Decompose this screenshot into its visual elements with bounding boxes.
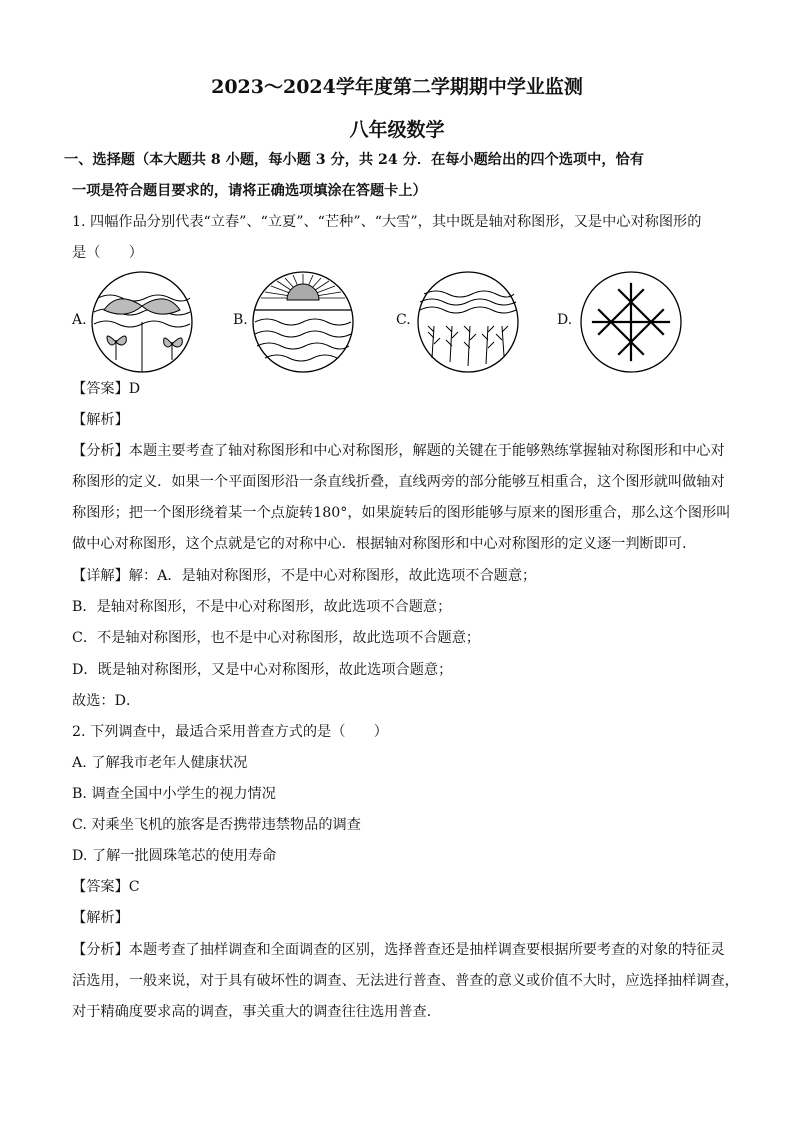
option-a-label: A.	[72, 312, 87, 328]
option-b-label: B.	[233, 312, 248, 328]
option-d-label: D.	[557, 312, 573, 328]
q1-detail-line2: B．是轴对称图形，不是中心对称图形，故此选项不合题意；	[72, 599, 452, 615]
summer-figure-image	[251, 270, 355, 374]
q2-jiexi: 【解析】	[72, 910, 129, 926]
section-heading-line1: 一、选择题（本大题共 8 小题，每小题 3 分，共 24 分．在每小题给出的四个选项中，恰有	[64, 152, 644, 168]
option-c-label: C.	[396, 312, 411, 328]
section-heading-line2: 一项是符合题目要求的，请将正确选项填涂在答题卡上）	[72, 183, 427, 199]
q1-jiexi: 【解析】	[72, 412, 129, 428]
grain-figure-image	[416, 270, 520, 374]
q1-detail-line4: D．既是轴对称图形，又是中心对称图形，故此选项合题意；	[72, 662, 453, 678]
q2-option-c: C. 对乘坐飞机的旅客是否携带违禁物品的调查	[72, 817, 361, 833]
q1-analysis-line2: 称图形的定义．如果一个平面图形沿一条直线折叠，直线两旁的部分能够互相重合，这个图形就叫做轴对	[72, 474, 725, 490]
q1-analysis-line1: 【分析】本题主要考查了轴对称图形和中心对称图形，解题的关键在于能够熟练掌握轴对称图形和中心对	[72, 443, 725, 459]
q2-analysis-line1: 【分析】本题考查了抽样调查和全面调查的区别，选择普查还是抽样调查要根据所要考查的对象的特征灵	[72, 942, 725, 958]
q1-detail-line1: 【详解】解：A．是轴对称图形，不是中心对称图形，故此选项不合题意；	[72, 568, 537, 584]
snowflake-figure-image	[579, 270, 683, 374]
q1-detail-line3: C．不是轴对称图形，也不是中心对称图形，故此选项不合题意；	[72, 630, 481, 646]
spring-figure-image	[90, 270, 194, 374]
q2-option-a: A. 了解我市老年人健康状况	[72, 755, 248, 771]
q2-answer: 【答案】C	[72, 879, 140, 895]
q1-analysis-line4: 做中心对称图形，这个点就是它的对称中心．根据轴对称图形和中心对称图形的定义逐一判断即可．	[72, 536, 697, 552]
q1-analysis-line3: 称图形；把一个图形绕着某一个点旋转180°，如果旋转后的图形能够与原来的图形重合，那么这个图形叫	[72, 505, 731, 521]
q2-stem: 2. 下列调查中，最适合采用普查方式的是（ ）	[72, 724, 388, 740]
page-title: 2023～2024学年度第二学期期中学业监测	[211, 76, 583, 98]
q2-option-b: B. 调查全国中小学生的视力情况	[72, 786, 276, 802]
q2-analysis-line3: 对于精确度要求高的调查，事关重大的调查往往选用普查．	[72, 1004, 441, 1020]
q1-stem-line1: 1. 四幅作品分别代表“立春”、“立夏”、“芒种”、“大雪”，其中既是轴对称图形，又是中心对称图形的	[72, 214, 702, 230]
q1-detail-line5: 故选：D．	[72, 693, 141, 709]
q1-answer: 【答案】D	[72, 381, 141, 397]
q1-stem-line2: 是（ ）	[72, 245, 143, 261]
page-subtitle: 八年级数学	[349, 119, 445, 141]
q2-option-d: D. 了解一批圆珠笔芯的使用寿命	[72, 848, 277, 864]
q2-analysis-line2: 活选用，一般来说，对于具有破坏性的调查、无法进行普查、普查的意义或价值不大时，应选择抽样调查，	[72, 973, 739, 989]
